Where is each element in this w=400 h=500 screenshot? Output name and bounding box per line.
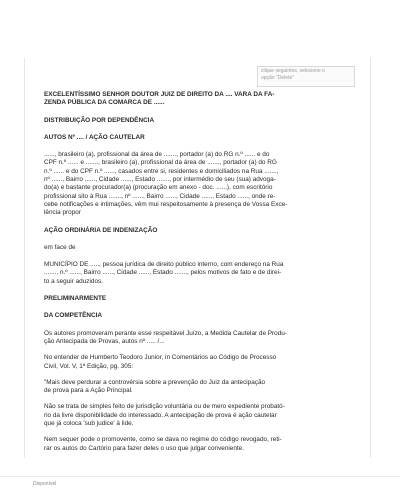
document-header [44,91,358,108]
paragraph-line: n.º ...... e do CPF n.º ......, casados entre si, residentes e domiciliados na Rua ......., [44,167,279,175]
paragraph-line: CPF n.º ...... e ......., brasileiro (a), profissional da área de ......., portador (a) do RG [44,159,277,167]
paragraph-line: to a seguir aduzidos. [44,277,103,285]
header-line: ZENDA PÚBLICA DA COMARCA DE ...... [44,99,165,107]
defendant-paragraph [44,261,358,286]
paragraph-line: Não se trata de simples feito de jurisdição voluntária ou de mero expediente probató- [44,403,285,411]
paragraph-line: que já coloca 'sub judice' à lide. [44,420,134,428]
paragraph-line: MUNICÍPIO DE ....., pessoa jurídica de direito público interno, com endereço na Rua [44,261,284,269]
parties-paragraph [44,151,358,217]
paragraph-line: do(a) e bastante procurador(a) (procuração em anexo - doc. ......), com escritório [44,184,273,192]
paragraph-line: cebe notificações e intimações, vêm mui respeitosamente à presença de Vossa Exce- [44,200,288,208]
paragraph-line: ......., n.º ......, Bairro ......, Cidade ......, Estado ......., pelos motivos de fato e de direi- [44,269,282,277]
callout-line: clique seguintes, selecione o [261,68,325,74]
distribution-heading: DISTRIBUIÇÃO POR DEPENDÊNCIA [44,116,155,124]
paragraph-line: Nem sequer pode o promovente, como se dava no regime do código revogado, reti- [44,436,282,444]
status-bar-divider [0,476,400,477]
paragraph-1 [44,330,358,347]
document-body [44,91,358,453]
status-text: Disponível [33,481,57,487]
paragraph-line: ção Antecipada de Provas, autos nº ..... /... [44,337,165,345]
paragraph-line: nº ......, Bairro ......, Cidade ......, Estado ......., por intermédio de seu (sua) advoga- [44,176,276,184]
header-line: EXCELENTÍSSIMO SENHOR DOUTOR JUIZ DE DIREITO DA .... VARA DA FA- [44,91,275,98]
callout-line: opção "Delete" [261,75,295,81]
paragraph-line: "Mais deve perdurar a controvérsia sobre a prevenção do Juiz da antecipação [44,378,266,386]
page-edge-right [370,58,371,458]
preliminary-heading: PRELIMINARMENTE [44,295,107,303]
page-edge-left [24,58,25,458]
paragraph-5 [44,436,358,453]
action-title: AÇÃO ORDINÁRIA DE INDENIZAÇÃO [44,226,158,234]
paragraph-line: de prova para a Ação Principal. [44,387,133,395]
against-text: em face de [44,243,76,251]
paragraph-line: rar os autos do Cartório para fazer deles o uso que julgar conveniente. [44,444,245,452]
paragraph-line: Civil, Vol. V, 1ª Edição, pg. 305: [44,362,134,370]
paragraph-line: Os autores promoveram perante esse respeitável Juízo, a Medida Cautelar de Produ- [44,329,287,337]
competence-heading: DA COMPETÊNCIA [44,312,102,320]
paragraph-line: lência propor [44,209,81,217]
paragraph-line: profissional sito à Rua ......., nº ......, Bairro ......, Cidade ......, Estado ......, onde re- [44,192,276,200]
paragraph-line: rio da livre disponibilidade do interessado. A antecipação de prova é ação cautelar [44,411,277,419]
comment-callout [257,66,355,87]
case-number-heading: AUTOS Nº .... / AÇÃO CAUTELAR [44,133,145,141]
paragraph-2 [44,354,358,371]
paragraph-line: ......, brasileiro (a), profissional da área de ......., portador (a) do RG n.º ...... e do [44,151,270,159]
paragraph-3-quote [44,379,358,396]
paragraph-line: No entender de Humberto Teodoro Junior, in Comentários ao Código de Processo [44,354,277,362]
paragraph-4 [44,403,358,428]
